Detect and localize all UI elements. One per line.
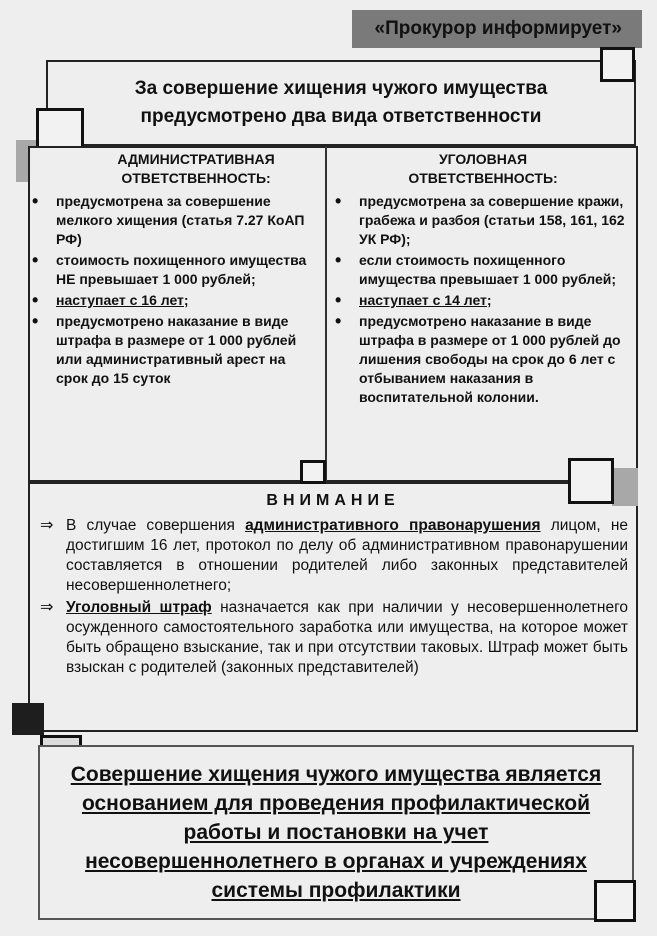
- attention-p1-lead: В случае совершения: [66, 517, 235, 534]
- attention-title: ВНИМАНИЕ: [266, 492, 400, 509]
- decor-square-top-right-front: [600, 47, 635, 82]
- decor-square-mid-right: [568, 458, 614, 504]
- header-tag: «Прокурор информирует»: [352, 10, 642, 48]
- attention-p2-bold: Уголовный штраф: [66, 599, 212, 616]
- criminal-column: [333, 150, 633, 409]
- attention-paragraph-2: [36, 598, 628, 678]
- conclusion-text: Совершение хищения чужого имущества является основанием для проведения профилактической работы и постановки на учет несовершеннолетнего в органах и учреждениях системы профилактики: [70, 763, 602, 902]
- conclusion-box: [38, 745, 634, 920]
- list-item: • предусмотрена за совершение мелкого хищения (статья 7.27 КоАП РФ): [30, 192, 322, 249]
- list-item: • предусмотрено наказание в виде штрафа в размере от 1 000 рублей или административный арест на срок до 15 суток: [30, 312, 322, 388]
- criminal-age: наступает с 14 лет;: [359, 292, 492, 308]
- attention-box: [28, 482, 638, 732]
- attention-p2-rest: назначается как при наличии у несовершеннолетнего осужденного самостоятельного заработка или имущества, на которое может быть обращено взыскание, так и при отсутствии таковых. Штраф может быть взыскан с родителей (законных представителей): [66, 599, 628, 676]
- page-title: За совершение хищения чужого имущества предусмотрено два вида ответственности: [46, 60, 636, 146]
- decor-square-lower-left-dark: [12, 703, 44, 735]
- admin-column: [30, 150, 322, 390]
- admin-heading: АДМИНИСТРАТИВНАЯ ОТВЕТСТВЕННОСТЬ:: [117, 151, 275, 186]
- attention-p1-bold: административного правонарушения: [245, 517, 541, 534]
- list-item: • предусмотрено наказание в виде штрафа в размере от 1 000 рублей до лишения свободы на срок до 6 лет с отбыванием наказания в воспитательной колонии.: [333, 312, 633, 407]
- arrow-right-icon: ⇒: [40, 517, 54, 534]
- criminal-heading: УГОЛОВНАЯ ОТВЕТСТВЕННОСТЬ:: [408, 151, 558, 186]
- list-item: • если стоимость похищенного имущества превышает 1 000 рублей;: [333, 251, 633, 289]
- decor-square-mid-center: [300, 460, 326, 484]
- admin-age: наступает с 16 лет;: [56, 292, 189, 308]
- arrow-right-icon: ⇒: [40, 599, 54, 616]
- attention-p1-rest: лицом, не достигшим 16 лет, протокол по делу об административном правонарушении составляется в отношении родителей либо законных представителей несовершеннолетнего;: [66, 517, 629, 594]
- criminal-list: [333, 192, 633, 407]
- list-item: • предусмотрена за совершение кражи, грабежа и разбоя (статьи 158, 161, 162 УК РФ);: [333, 192, 633, 249]
- list-item: • стоимость похищенного имущества НЕ превышает 1 000 рублей;: [30, 251, 322, 289]
- decor-square-bottom-right: [594, 880, 636, 922]
- attention-paragraph-1: [36, 516, 628, 596]
- attention-body: [30, 516, 636, 678]
- column-divider: [325, 146, 327, 482]
- list-item: [333, 291, 633, 310]
- list-item: [30, 291, 322, 310]
- admin-list: [30, 192, 322, 388]
- decor-square-mid-right-back: [612, 468, 638, 506]
